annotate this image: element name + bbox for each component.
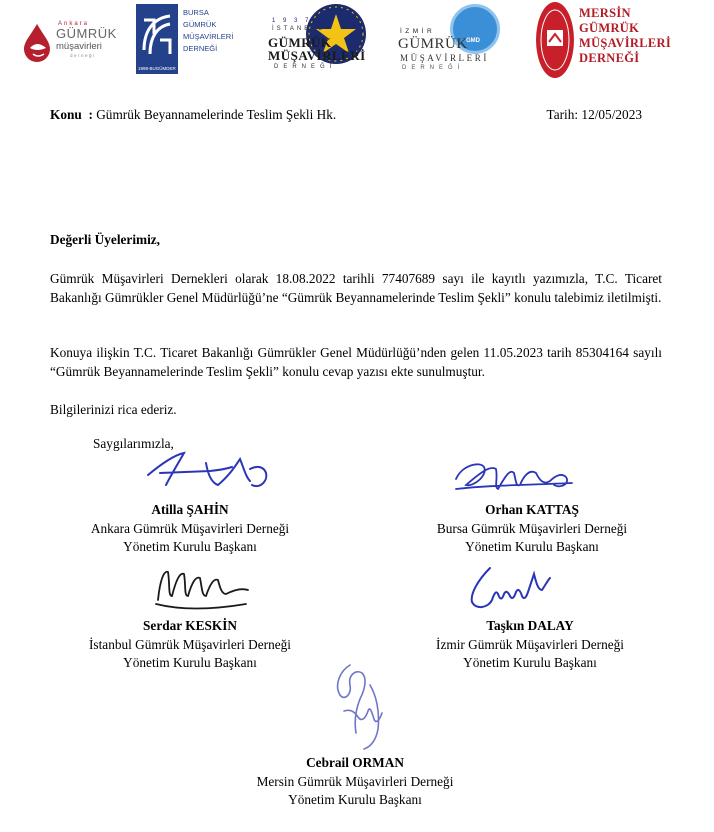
- signatory-block-ankara: [60, 501, 320, 557]
- paragraph-3: Bilgilerinizi rica ederiz.: [50, 402, 177, 417]
- signature-serdar-keskin: [150, 560, 260, 620]
- bursa-association-logo: [135, 4, 234, 74]
- signature-cebrail-orman: [320, 655, 400, 755]
- signatory-org: Ankara Gümrük Müşavirleri Derneği: [90, 520, 290, 536]
- signatory-name: Orhan KATTAŞ: [485, 502, 579, 517]
- bursa-logo-est: 1998-BUGÜMDER: [138, 66, 176, 71]
- signature-orhan-kattas: [450, 455, 580, 500]
- signatory-block-istanbul: [60, 617, 320, 673]
- signatory-title: Yönetim Kurulu Başkanı: [123, 539, 257, 554]
- signatory-org: İzmir Gümrük Müşavirleri Derneği: [436, 636, 624, 652]
- signatory-name: Atilla ŞAHİN: [151, 502, 229, 517]
- signatory-name: Serdar KESKİN: [143, 618, 237, 633]
- izmir-logo-city: İZMİR: [400, 28, 436, 35]
- istanbul-association-logo: [264, 4, 370, 74]
- logo-strip: [0, 0, 714, 80]
- signatory-title: Yönetim Kurulu Başkanı: [288, 792, 422, 807]
- greeting: Değerli Üyelerimiz,: [50, 232, 161, 247]
- istanbul-logo-name1: GÜMRÜK: [268, 35, 332, 50]
- ankara-logo-city: Ankara: [58, 21, 90, 27]
- ankara-logo-dern: derneği: [70, 53, 96, 58]
- ankara-logo-name: GÜMRÜK: [56, 26, 117, 41]
- subject-text: Gümrük Beyannamelerinde Teslim Şekli Hk.: [96, 107, 337, 122]
- letter-date: Tarih: 12/05/2023: [546, 107, 642, 122]
- signature-atilla-sahin: [140, 445, 280, 500]
- istanbul-logo-dern: DERNEĞİ: [274, 64, 337, 70]
- signatory-org: İstanbul Gümrük Müşavirleri Derneği: [89, 636, 291, 652]
- bursa-logo-l4: DERNEĞİ: [183, 44, 218, 53]
- subject-line: Konu : Gümrük Beyannamelerinde Teslim Şekli Hk.: [50, 107, 337, 122]
- signatory-block-izmir: [400, 617, 660, 673]
- signatory-title: Yönetim Kurulu Başkanı: [465, 539, 599, 554]
- signatory-name: Cebrail ORMAN: [306, 755, 404, 770]
- bursa-emblem-icon: [140, 10, 174, 60]
- subject-label: Konu: [50, 107, 82, 122]
- istanbul-logo-year: 1 9 3 7: [272, 18, 312, 24]
- signatory-title: Yönetim Kurulu Başkanı: [463, 655, 597, 670]
- mersin-logo-l1: MERSİN: [579, 6, 631, 20]
- izmir-logo-name3: DERNEĞİ: [402, 65, 465, 71]
- istanbul-logo-name2: MÜŞAVİRLERİ: [268, 48, 366, 63]
- ankara-association-logo: [14, 8, 117, 66]
- mersin-logo-l4: DERNEĞİ: [579, 51, 640, 65]
- izmir-logo-name2: MÜŞAVİRLERİ: [400, 53, 489, 63]
- izmir-logo-badge-text: GMD: [466, 38, 480, 44]
- signatory-block-mersin: [225, 754, 485, 810]
- closing: Saygılarımızla,: [93, 436, 174, 451]
- izmir-logo-name1: GÜMRÜK: [398, 36, 468, 52]
- signatory-org: Mersin Gümrük Müşavirleri Derneği: [256, 773, 454, 789]
- paragraph-2: Konuya ilişkin T.C. Ticaret Bakanlığı Gümrükler Genel Müdürlüğü’nden gelen 11.05.2023 tarih 85304164 sayılı “Gümrük Beyannamelerinde Teslim Şekli” konulu cevap yazısı ekte sunulmuştur.: [50, 345, 662, 379]
- bursa-logo-l3: MÜŞAVİRLERİ: [183, 32, 234, 41]
- bursa-logo-box: [136, 4, 178, 74]
- signatory-block-bursa: [402, 501, 662, 557]
- mersin-association-logo: [536, 2, 671, 78]
- ankara-drop-icon: [20, 22, 54, 62]
- signatory-title: Yönetim Kurulu Başkanı: [123, 655, 257, 670]
- bursa-logo-l2: GÜMRÜK: [183, 20, 217, 29]
- signature-taskin-dalay: [460, 560, 570, 620]
- paragraph-1: Gümrük Müşavirleri Dernekleri olarak 18.08.2022 tarihli 77407689 sayı ile kayıtlı yazımızla, T.C. Ticaret Bakanlığı Gümrükler Genel Müdürlüğü’ne “Gümrük Beyannamelerinde Teslim Şekli” konulu talebimiz iletilmişti.: [50, 271, 662, 305]
- signatory-org: Bursa Gümrük Müşavirleri Derneği: [436, 520, 628, 536]
- mersin-logo-l3: MÜŞAVİRLERİ: [579, 36, 671, 50]
- mersin-seal-icon: [536, 2, 574, 78]
- ankara-logo-sub: müşavirleri: [56, 41, 102, 52]
- izmir-association-logo: [398, 2, 528, 74]
- istanbul-logo-city: İSTANBUL: [272, 26, 325, 32]
- signatory-name: Taşkın DALAY: [486, 618, 574, 633]
- mersin-logo-l2: GÜMRÜK: [579, 21, 640, 35]
- bursa-logo-city: BURSA: [183, 8, 209, 17]
